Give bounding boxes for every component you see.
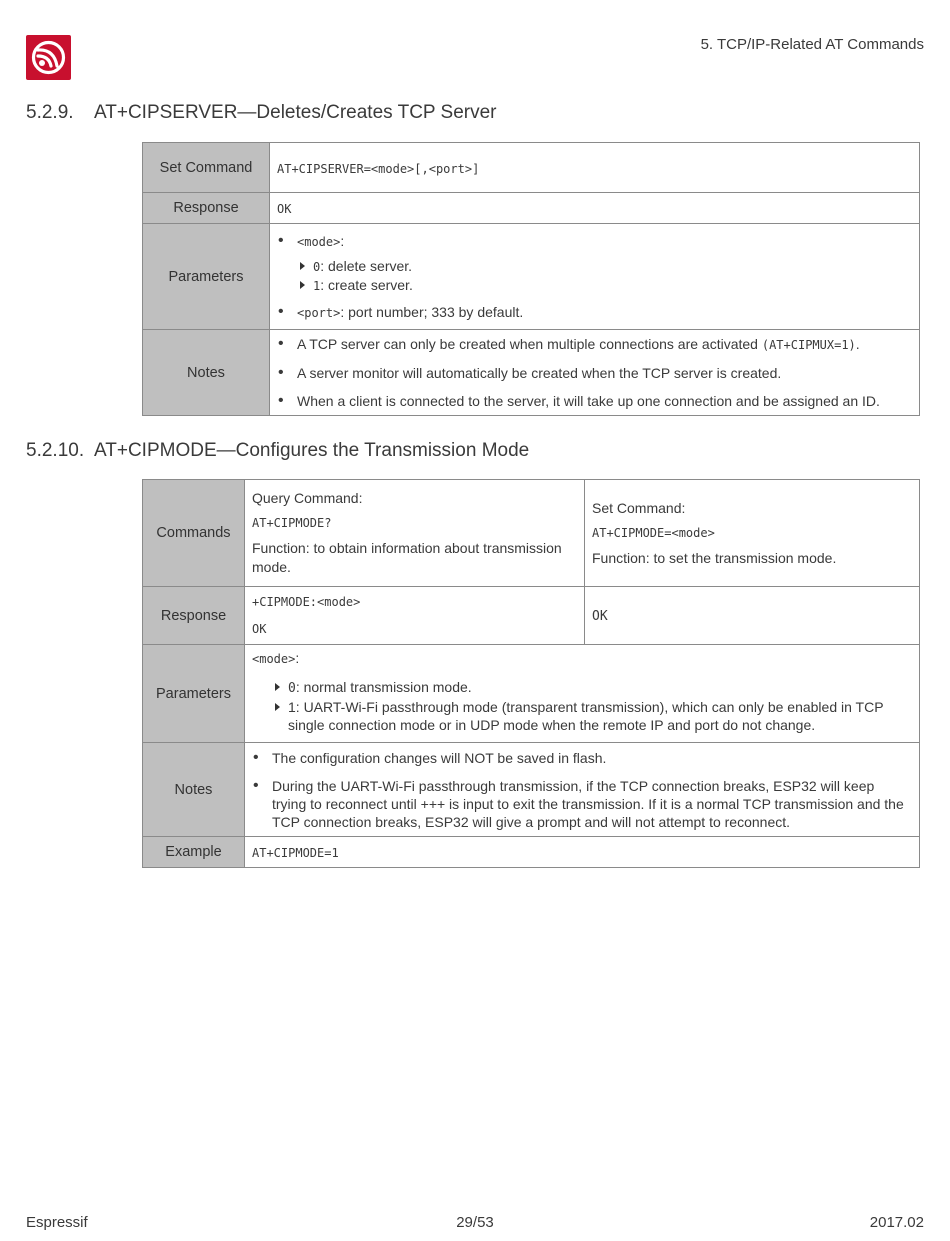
example-label: Example [143,837,245,868]
mode-code: 0 [313,259,321,274]
section-title-cipmode [26,440,529,462]
section-heading: AT+CIPMODE—Configures the Transmission Mode [94,440,530,461]
parameters-cell [270,224,920,330]
set-command-code: AT+CIPMODE=<mode> [592,525,715,540]
set-response-cell [585,587,920,645]
note-text: A server monitor will automatically be created when the TCP server is created. [297,365,782,381]
query-command-code: AT+CIPMODE? [252,516,332,530]
param-mode-suffix: : [295,650,300,666]
set-command-label: Set Command [143,143,270,193]
list-item [252,777,912,831]
espressif-logo [26,35,71,80]
note-code: (AT+CIPMUX=1) [761,338,856,352]
section-heading: AT+CIPSERVER—Deletes/Creates TCP Server [94,102,497,123]
notes-cell [270,330,920,416]
note-text: When a client is connected to the server, it will take up one connection and be assigned an ID. [297,393,880,409]
parameters-label: Parameters [143,645,245,743]
cipserver-table [142,142,920,416]
query-title: Query Command: [252,490,363,506]
set-response-code: OK [592,609,608,624]
parameters-label: Parameters [143,224,270,330]
list-item [277,335,912,354]
list-item [277,364,912,382]
note-text: is input to exit the transmission. If it is a normal TCP transmission and the TCP connection breaks, ESP32 will give a prompt and will not attempt to reconnect. [272,796,904,830]
example-code: AT+CIPMODE=1 [252,846,339,860]
response-label: Response [143,193,270,224]
list-item [277,303,912,322]
table-row [143,645,920,743]
set-command-cell [270,143,920,193]
notes-cell [245,743,920,837]
response-code: OK [277,202,292,216]
section-title-cipserver [26,102,497,124]
param-port-text: : port number; 333 by default. [340,303,524,320]
query-function: Function: to obtain information about transmission mode. [252,540,562,575]
query-command-cell [245,480,585,587]
mode-text: : delete server. [320,257,413,274]
footer-page-number: 29/53 [456,1214,494,1231]
note-code: +++ [420,796,446,812]
response-label: Response [143,587,245,645]
table-row [143,193,920,224]
set-command-cell [585,480,920,587]
running-header: 5. TCP/IP-Related AT Commands [700,36,924,53]
footer-company: Espressif [26,1214,88,1231]
table-row [143,587,920,645]
table-row [143,837,920,868]
list-item [297,276,912,295]
param-mode-suffix: : [340,232,345,249]
table-row [143,330,920,416]
set-title: Set Command: [592,499,686,516]
notes-label: Notes [143,743,245,837]
set-command-code: AT+CIPSERVER=<mode>[,<port>] [277,161,480,176]
query-response-code: +CIPMODE:<mode> [252,594,361,609]
list-item [272,678,912,698]
section-number: 5.2.10. [26,440,85,461]
param-mode-code: <mode> [297,234,341,249]
mode-text: : UART-Wi-Fi passthrough mode (transparent transmission), which can only be enabled in TCP single connection mode or in UDP mode when the remote IP and port do not change. [288,699,884,733]
notes-label: Notes [143,330,270,416]
param-mode-code: <mode> [252,652,296,666]
note-text: During the UART-Wi-Fi passthrough transmission, if the TCP connection breaks, ESP32 will keep trying to reconnect until [272,778,875,812]
table-row [143,743,920,837]
mode-code: 0 [288,681,296,696]
response-cell [270,193,920,224]
example-cell [245,837,920,868]
set-function: Function: to set the transmission mode. [592,549,837,566]
query-response-ok: OK [252,621,267,636]
list-item [297,257,912,276]
mode-code: 1 [288,699,296,715]
mode-text: : create server. [320,276,413,293]
parameters-cell [245,645,920,743]
mode-code: 1 [313,278,321,293]
mode-text: : normal transmission mode. [295,679,472,695]
note-text: The configuration changes will NOT be saved in flash. [272,750,607,766]
table-row [143,480,920,587]
table-row [143,224,920,330]
list-item [277,232,912,295]
note-text: A TCP server can only be created when multiple connections are activated [297,336,762,352]
cipmode-table [142,479,920,868]
list-item [272,698,912,734]
footer-date: 2017.02 [869,1214,924,1231]
list-item [252,749,912,767]
section-number: 5.2.9. [26,102,74,123]
list-item [277,392,912,410]
commands-label: Commands [143,480,245,587]
note-text: . [855,336,860,352]
table-row [143,143,920,193]
param-port-code: <port> [297,305,341,320]
query-response-cell [245,587,585,645]
